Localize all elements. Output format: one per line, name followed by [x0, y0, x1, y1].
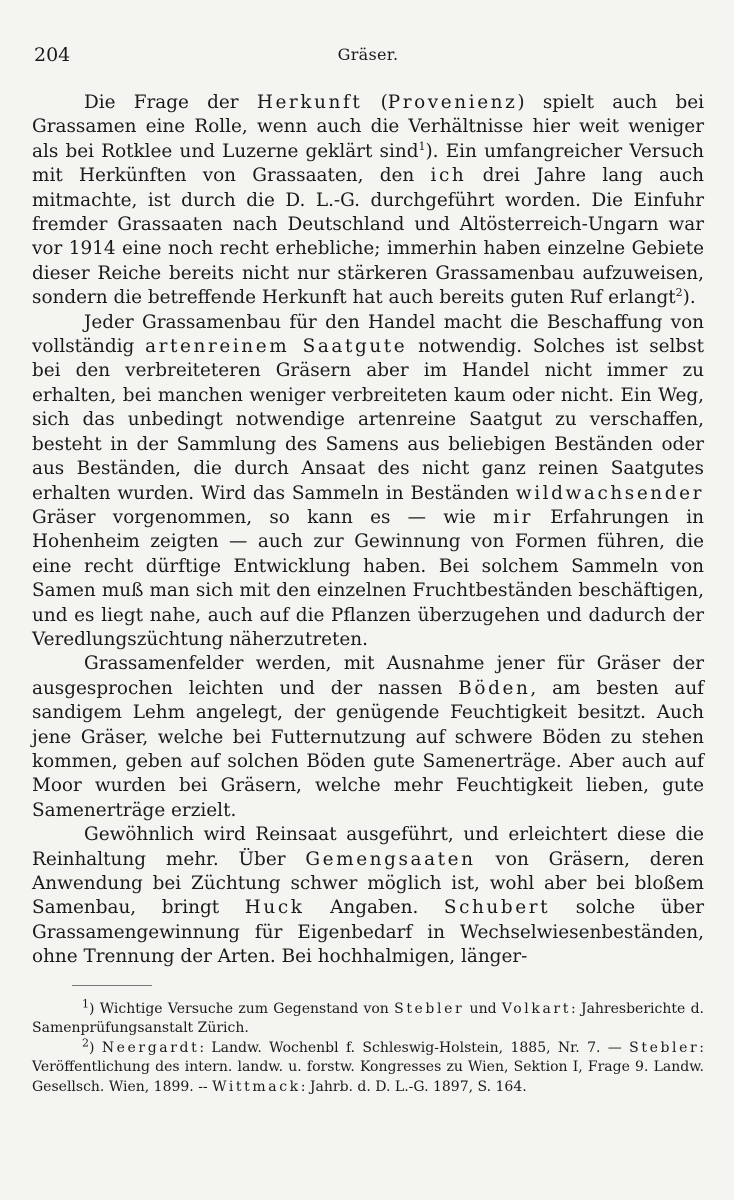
text-run: : Veröffentlichung des intern. landw. u. forstw. Kongresses zu Wien, Sektion I, Frage 9. Landw. Gesellsch. Wien, 1899. -- — [32, 1039, 704, 1095]
spaced-emphasis: Schubert — [443, 897, 551, 919]
page-number: 204 — [34, 44, 71, 66]
footnote-separator — [72, 985, 152, 986]
text-run: ( — [362, 92, 388, 113]
spaced-emphasis: Wittmack — [212, 1078, 301, 1095]
spaced-emphasis: Volkart — [501, 1000, 571, 1017]
page-header — [32, 44, 704, 74]
spaced-emphasis: mir — [493, 506, 533, 528]
paragraph — [32, 823, 704, 969]
footnote-marker: 2 — [675, 286, 683, 300]
text-run: notwendig. Solches ist selbst bei den verbreiteteren Gräsern aber im Handel nicht immer zu erhalten, bei manchen weniger verbreiteten kaum oder nicht. Ein Weg, sich das unbedingt notwendige artenreine Saatgut zu verschaffen, besteht in der Sammlung des Samens aus beliebigen Beständen oder aus Beständen, die durch Ansaat des nicht ganz reinen Saatgutes erhalten wurden. Wird das Sammeln in Beständen — [32, 336, 704, 504]
text-run: ) Wichtige Versuche zum Gegenstand von — [89, 1000, 395, 1017]
spaced-emphasis: wildwachsender — [515, 482, 704, 504]
text-run: Gewöhnlich wird Reinsaat ausgeführt, und erleichtert diese die Reinhaltung mehr. Über — [32, 824, 704, 870]
text-run: ) spielt auch bei Grassamen eine Rolle, wenn auch die Verhältnisse hier weit weniger als bei Rotklee und Luzerne geklärt sind — [32, 92, 705, 162]
spaced-emphasis: Herkunft — [256, 92, 363, 113]
body-text — [32, 91, 704, 970]
footnotes — [32, 996, 704, 1098]
spaced-emphasis: Gemengsaaten — [305, 848, 476, 870]
running-title: Gräser. — [337, 45, 399, 64]
text-run: ). — [682, 287, 696, 309]
spaced-emphasis: Stebler — [629, 1039, 700, 1056]
spaced-emphasis: Provenienz — [387, 92, 518, 113]
text-run: Jeder Grassamenbau für den Handel macht die Beschaffung von vollständig — [32, 311, 704, 358]
footnote-marker: 1 — [82, 996, 89, 1010]
text-run: und — [464, 1000, 502, 1017]
text-run: Erfahrungen in Hohenheim zeigten — auch zur Gewinnung von Formen führen, die eine recht dürftige Entwicklung haben. Bei solchem Sammeln von Samen muß man sich mit den einzelnen Fruchtbeständen beschäftigen, und es liegt nahe, auch auf die Pflanzen überzugehen und dadurch der Veredlungszüchtung näherzutreten. — [32, 506, 704, 650]
text-run: von Gräsern, deren Anwendung bei Züchtung schwer möglich ist, wohl aber bei bloßem Samenbau, bringt — [32, 848, 704, 919]
text-run: : Jahrb. d. D. L.-G. 1897, S. 164. — [300, 1078, 527, 1095]
text-run: solche über Grassamengewinnung für Eigenbedarf in Wechselwiesenbeständen, ohne Trennung der Arten. Bei hochhalmigen, länger- — [32, 897, 704, 968]
spaced-emphasis: Neergardt — [101, 1039, 200, 1056]
text-run: : Landw. Wochenbl f. Schleswig-Holstein, 1885, Nr. 7. — — [199, 1039, 630, 1056]
footnote — [32, 996, 704, 1039]
paragraph — [32, 311, 704, 653]
spaced-emphasis: Huck — [244, 897, 305, 919]
spaced-emphasis: Stebler — [394, 1000, 465, 1017]
spaced-emphasis: ich — [430, 165, 467, 187]
text-run: Angaben. — [304, 897, 444, 919]
text-run: drei Jahre lang auch mitmachte, ist durch die D. L.-G. durchgeführt worden. Die Einfuhr fremder Grassaaten nach Deutschland und Altösterreich-Ungarn war vor 1914 eine noch recht erhebliche; immerhin haben einzelne Gebiete dieser Reiche bereits nicht nur stärkeren Grassamenbau aufzuweisen, sondern die betreffende Herkunft hat auch bereits guten Ruf erlangt — [32, 165, 704, 309]
footnote-marker: 2 — [82, 1035, 89, 1049]
text-run: : Jahresberichte d. Samenprüfungsanstalt Zürich. — [32, 1000, 704, 1037]
spaced-emphasis: Böden — [458, 677, 531, 699]
text-run: ) — [89, 1039, 102, 1056]
text-run: Die Frage der — [84, 92, 257, 113]
text-run: Grassamenfelder werden, mit Ausnahme jener für Gräser der ausgesprochen leichten und der nassen — [32, 653, 704, 699]
text-run: , am besten auf sandigem Lehm angelegt, der genügende Feuchtigkeit besitzt. Auch jene Gräser, welche bei Futternutzung auf schwere Böden zu stehen kommen, geben auf solchen Böden gute Samenerträge. Aber auch auf Moor wurden bei Gräsern, welche mehr Feuchtigkeit lieben, gute Samenerträge erzielt. — [32, 677, 704, 821]
text-run: ). Ein umfangreicher Versuch mit Herkünften von Grassaaten, den — [32, 140, 705, 187]
footnote — [32, 1035, 704, 1098]
footnote-marker: 1 — [418, 139, 426, 153]
paragraph — [32, 91, 704, 311]
text-run: Gräser vorgenommen, so kann es — wie — [32, 506, 494, 528]
paragraph — [32, 652, 704, 823]
spaced-emphasis: artenreinem Saatgute — [145, 336, 408, 358]
